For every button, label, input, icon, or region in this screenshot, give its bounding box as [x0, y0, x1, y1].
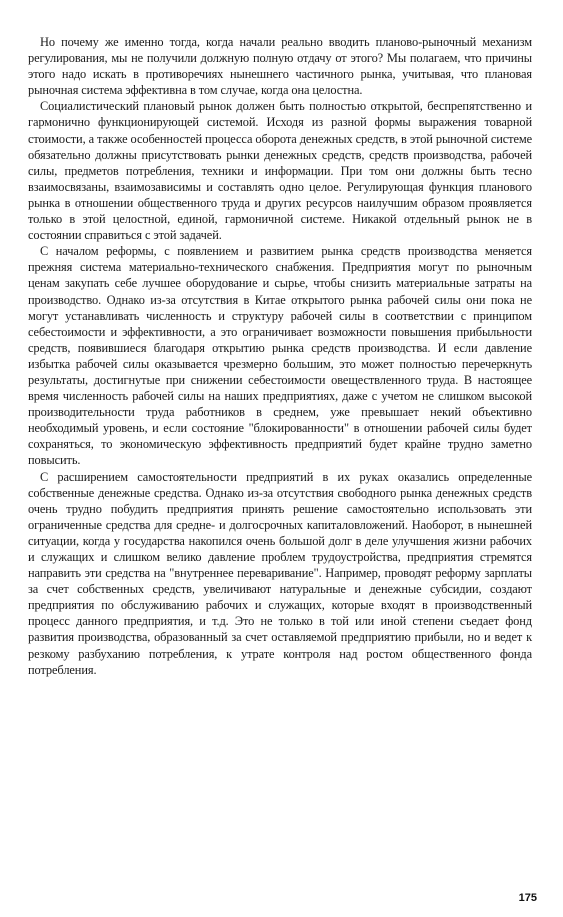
paragraph-3: С началом реформы, с появлением и развитием рынка средств производства меняется прежняя система материально-технического снабжения. Предприятия могут по рыночным ценам закупать себе лучшее оборудование и сырье, чтобы снизить материальные затраты на производство. Однако из-за отсутствия в Китае открытого рынка рабочей силы они пока не могут устанавливать численность и структуру рабочей силы в соответствии с принципом себестоимости и эффективности, а это ограничивает возможности повышения прибыльности средств, появившиеся благодаря открытию рынка средств производства. И если давление избытка рабочей силы оказывается чрезмерно большим, это может полностью перечеркнуть результаты, достигнутые при снижении себестоимости овеществленного труда. В настоящее время численность рабочей силы на наших предприятиях, даже с учетом не слишком высокой производительности труда работников в среднем, уже превышает некий объективно необходимый уровень, и если состояние "блокированности" в отношении рабочей силы будет сохраняться, то экономическую эффективность предприятий будет крайне трудно заметно повысить. [28, 244, 532, 468]
paragraph-1: Но почему же именно тогда, когда начали реально вводить планово-рыночный механизм регулирования, мы не получили должную полную отдачу от этого? Мы полагаем, что причины этого надо искать в противоречиях нынешнего частичного рынка, учитывая, что плановая рыночная система эффективна в том случае, когда она целостна. [28, 35, 532, 98]
page-number: 175 [518, 892, 537, 904]
body-text [28, 34, 532, 678]
paragraph-2: Социалистический плановый рынок должен быть полностью открытой, беспрепятственно и гармонично функционирующей системой. Исходя из разной формы выражения товарной стоимости, а также особенностей процесса оборота денежных средств, в этой рыночной системе обязательно должны присутствовать рынки денежных средств, средств производства, рабочей силы, предметов потребления, техники и информации. При том они должны быть тесно взаимосвязаны, взаимозависимы и составлять одно целое. Регулирующая функция планового рынка в отношении общественного труда и других ресурсов наилучшим образом проявляется только в этой целостной, единой, гармоничной системе. Никакой отдельный рынок не в состоянии справиться с этой задачей. [28, 99, 532, 243]
paragraph-4: С расширением самостоятельности предприятий в их руках оказались определенные собственные денежные средства. Однако из-за отсутствия свободного рынка денежных средств очень трудно побудить предприятия принять решение самостоятельно использовать эти ограниченные средства для средне- и долгосрочных капиталовложений. Наоборот, в нынешней ситуации, когда у государства накопился очень большой долг в деле улучшения жизни рабочих и служащих и слишком велико давление проблем трудоустройства, предприятия стремятся направить эти средства на "внутреннее переваривание". Например, проводят реформу зарплаты за счет собственных средств, увеличивают натуральные и денежные субсидии, создают предприятия по обслуживанию рабочих и служащих, которые входят в производственный процесс данного предприятия, и т.д. Это не только в той или иной степени съедает фонд развития производства, образованный за счет оставляемой предприятию прибыли, но и ведет к резкому разбуханию потребления, к утрате контроля над ростом общественного фонда потребления. [28, 469, 532, 677]
